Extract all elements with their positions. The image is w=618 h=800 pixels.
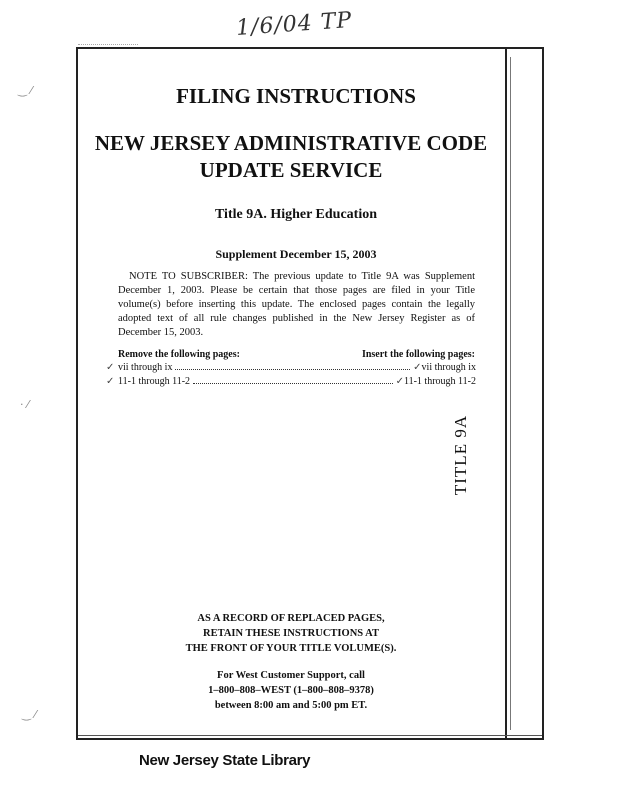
margin-scan-mark: ‿ ⁄	[22, 708, 37, 721]
support-phone: 1–800–808–WEST (1–800–808–9378)	[208, 685, 374, 696]
margin-scan-mark: · ⁄	[20, 398, 29, 411]
checkmark-icon: ✓	[106, 376, 115, 387]
record-notice	[96, 611, 486, 656]
customer-support-info	[96, 668, 486, 713]
insert-pages-header: Insert the following pages:	[361, 349, 475, 360]
title-tab-label: TITLE 9A	[451, 414, 470, 496]
supplement-date: Supplement December 15, 2003	[215, 247, 377, 261]
page-swap-row	[106, 361, 476, 375]
service-title	[76, 130, 506, 184]
remove-pages-cell: vii through ix	[118, 362, 173, 373]
service-title-line: UPDATE SERVICE	[199, 158, 383, 182]
checkmark-icon: ✓	[106, 362, 115, 373]
margin-scan-mark: ‿ ⁄	[18, 84, 33, 97]
library-stamp: New Jersey State Library	[139, 752, 311, 769]
dot-leaders	[175, 361, 410, 370]
record-notice-line: AS A RECORD OF REPLACED PAGES,	[197, 613, 385, 624]
record-notice-line: THE FRONT OF YOUR TITLE VOLUME(S).	[185, 643, 397, 654]
insert-pages-cell: 11-1 through 11-2	[403, 376, 476, 387]
dot-leaders	[193, 375, 393, 384]
insert-pages-cell: vii through ix	[421, 362, 476, 373]
title-tab-strip	[505, 49, 542, 738]
record-notice-line: RETAIN THESE INSTRUCTIONS AT	[203, 628, 379, 639]
scan-artifact-line	[78, 44, 138, 45]
checkmark-icon: ✓	[413, 362, 422, 373]
filing-instructions-heading: FILING INSTRUCTIONS	[176, 84, 416, 108]
tab-inner-rule	[510, 57, 511, 730]
subscriber-note: NOTE TO SUBSCRIBER: The previous update to Title 9A was Supplement December 1, 2003. Please be certain that those pages are filed in your Title volume(s) before inserting this update. The enclosed pages contain the legally adopted text of all rule changes published in the New Jersey Register as of December 15, 2003.	[118, 271, 475, 338]
checkmark-icon: ✓	[395, 376, 404, 387]
code-title: Title 9A. Higher Education	[214, 207, 378, 222]
page-swap-row	[106, 375, 476, 389]
handwritten-date-note: 1/6/04 TP	[235, 7, 354, 42]
remove-pages-cell: 11-1 through 11-2	[118, 376, 191, 387]
support-hours: between 8:00 am and 5:00 pm ET.	[214, 700, 368, 711]
remove-pages-header: Remove the following pages:	[118, 349, 240, 360]
service-title-line: NEW JERSEY ADMINISTRATIVE CODE	[94, 131, 488, 155]
support-line: For West Customer Support, call	[217, 670, 365, 681]
